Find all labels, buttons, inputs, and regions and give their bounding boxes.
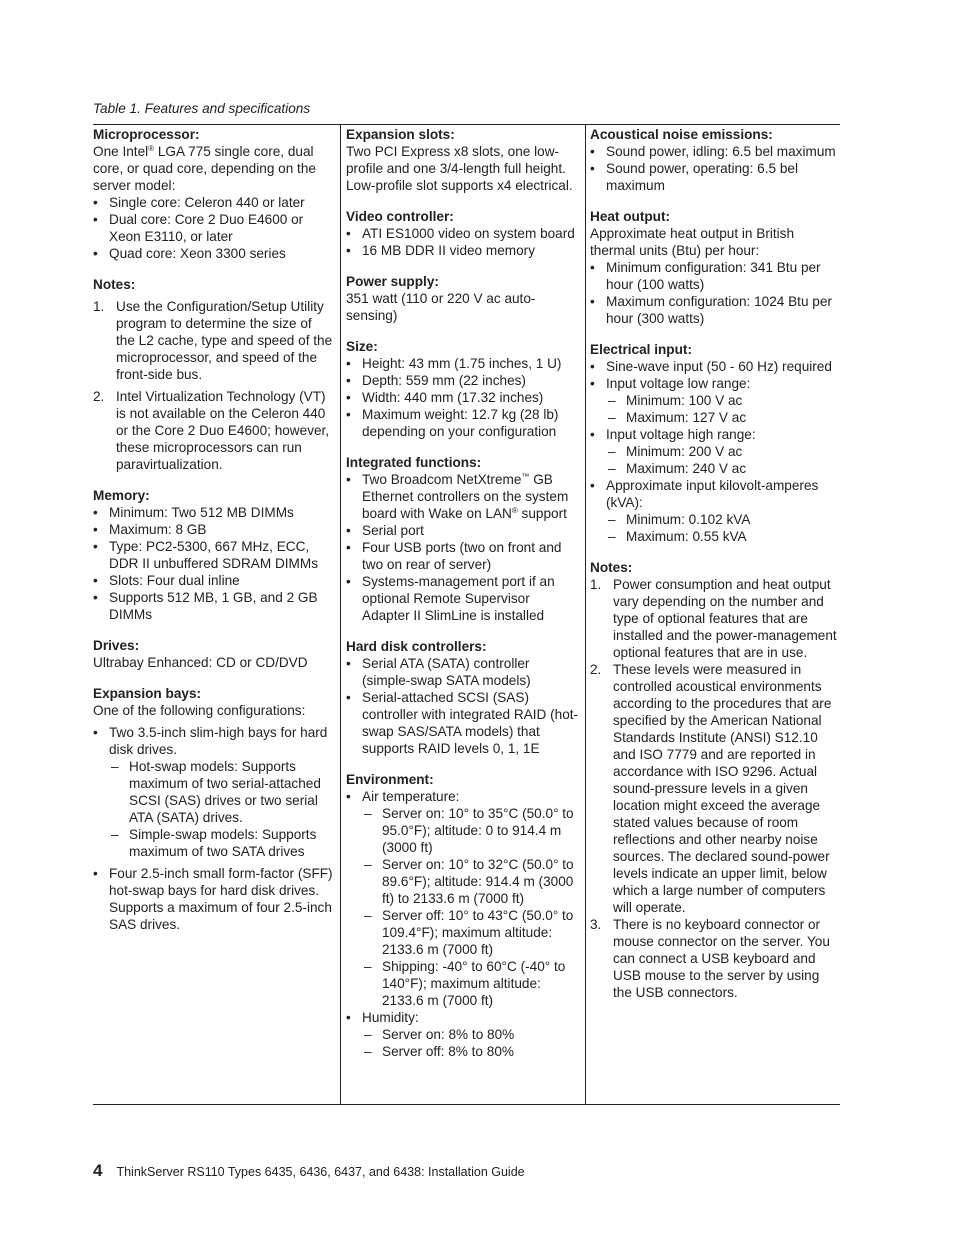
- text-span: Approximate input kilovolt-amperes (kVA):: [606, 478, 819, 510]
- list-item: • Serial port: [346, 522, 579, 539]
- list-item: • Slots: Four dual inline: [93, 572, 334, 589]
- sub-item: – Server on: 8% to 80%: [346, 1026, 579, 1043]
- notes-list: [590, 576, 840, 1001]
- notes-list: [93, 298, 334, 473]
- text-span: Air temperature:: [362, 789, 460, 804]
- sub-item: – Minimum: 0.102 kVA: [590, 511, 840, 528]
- list-item: • Maximum configuration: 1024 Btu per hour (300 watts): [590, 293, 840, 327]
- sub-item: – Maximum: 0.55 kVA: [590, 528, 840, 545]
- power-section: [346, 273, 579, 324]
- bullet-list: [346, 788, 579, 1060]
- sub-item: – Hot-swap models: Supports maximum of two serial-attached SCSI (SAS) drives or two serial ATA (SATA) drives.: [93, 758, 334, 826]
- section-heading: Notes:: [93, 277, 136, 292]
- sub-item: – Server on: 10° to 32°C (50.0° to 89.6°F); altitude: 914.4 m (3000 ft) to 2133.6 m (7000 ft): [346, 856, 579, 907]
- section-heading: Drives:: [93, 638, 140, 653]
- note-item: [590, 576, 840, 661]
- bullet-list: [346, 471, 579, 624]
- list-item: • Four 2.5-inch small form-factor (SFF) hot-swap bays for hard disk drives. Supports a maximum of four 2.5-inch SAS drives.: [93, 865, 334, 933]
- list-item: • Maximum: 8 GB: [93, 521, 334, 538]
- note-item: [93, 388, 334, 473]
- list-item: • Maximum weight: 12.7 kg (28 lb) depending on your configuration: [346, 406, 579, 440]
- list-item: [346, 471, 579, 522]
- list-item: • Supports 512 MB, 1 GB, and 2 GB DIMMs: [93, 589, 334, 623]
- note-number: 1.: [590, 577, 602, 592]
- text-span: One Intel: [93, 144, 149, 159]
- bullet-list: [93, 724, 334, 933]
- footer-title: ThinkServer RS110 Types 6435, 6436, 6437, and 6438: Installation Guide: [116, 1165, 525, 1179]
- note-text: Power consumption and heat output vary depending on the number and type of optional features that are installed and the power-management optional features that are in use.: [613, 577, 837, 660]
- section-heading: Electrical input:: [590, 342, 692, 357]
- section-heading: Video controller:: [346, 209, 454, 224]
- list-item: • Single core: Celeron 440 or later: [93, 194, 334, 211]
- page-footer: [93, 1162, 525, 1181]
- acoustical-section: [590, 126, 840, 194]
- text-span: GB Ethernet controllers on the system board with Wake on LAN: [362, 472, 569, 521]
- note-text: Use the Configuration/Setup Utility program to determine the size of the L2 cache, type and speed of the microprocessor, and speed of the front-side bus.: [116, 299, 333, 382]
- note-number: 2.: [590, 662, 602, 677]
- list-item: • 16 MB DDR II video memory: [346, 242, 579, 259]
- list-item: [346, 788, 579, 1009]
- bullet-list: [346, 225, 579, 259]
- video-section: [346, 208, 579, 259]
- environment-section: [346, 771, 579, 1060]
- bullet-list: [93, 504, 334, 623]
- notes-section: [590, 559, 840, 1001]
- text-span: Two 3.5-inch slim-high bays for hard disk drives.: [109, 725, 328, 757]
- list-item: • Sine-wave input (50 - 60 Hz) required: [590, 358, 840, 375]
- bullet-list: [346, 655, 579, 757]
- list-item: • Sound power, idling: 6.5 bel maximum: [590, 143, 840, 160]
- table-column-3: [585, 125, 840, 1104]
- microprocessor-section: [93, 126, 334, 262]
- heat-text: Approximate heat output in British thermal units (Btu) per hour:: [590, 226, 795, 258]
- list-item: • Minimum: Two 512 MB DIMMs: [93, 504, 334, 521]
- note-item: [590, 661, 840, 916]
- bullet-list: [346, 355, 579, 440]
- sub-item: – Minimum: 100 V ac: [590, 392, 840, 409]
- list-item: • Height: 43 mm (1.75 inches, 1 U): [346, 355, 579, 372]
- table-caption: Table 1. Features and specifications: [93, 101, 311, 116]
- notes-section: [93, 276, 334, 473]
- list-item: • Type: PC2-5300, 667 MHz, ECC, DDR II unbuffered SDRAM DIMMs: [93, 538, 334, 572]
- page-number: 4: [93, 1161, 103, 1180]
- list-item: • Sound power, operating: 6.5 bel maximum: [590, 160, 840, 194]
- size-section: [346, 338, 579, 440]
- note-item: [93, 298, 334, 383]
- section-heading: Acoustical noise emissions:: [590, 127, 773, 142]
- text-span: LGA 775 single core, dual core, or quad core, depending on the server model:: [93, 144, 316, 193]
- expansion-bays-section: [93, 685, 334, 933]
- section-heading: Memory:: [93, 488, 150, 503]
- section-heading: Hard disk controllers:: [346, 639, 487, 654]
- memory-section: [93, 487, 334, 623]
- text-span: support: [517, 506, 567, 521]
- bullet-list: [590, 259, 840, 327]
- drives-text: Ultrabay Enhanced: CD or CD/DVD: [93, 655, 308, 670]
- sub-item: – Server on: 10° to 35°C (50.0° to 95.0°F); altitude: 0 to 914.4 m (3000 ft): [346, 805, 579, 856]
- text-span: Input voltage high range:: [606, 427, 756, 442]
- list-item: • Width: 440 mm (17.32 inches): [346, 389, 579, 406]
- section-heading: Size:: [346, 339, 378, 354]
- sub-item: – Maximum: 240 V ac: [590, 460, 840, 477]
- features-table: [93, 124, 840, 1105]
- dash-list: [590, 392, 840, 426]
- section-heading: Integrated functions:: [346, 455, 482, 470]
- sub-item: – Shipping: -40° to 60°C (-40° to 140°F); maximum altitude: 2133.6 m (7000 ft): [346, 958, 579, 1009]
- table-column-1: [93, 125, 340, 1104]
- note-text: These levels were measured in controlled acoustical environments according to the procedures that are specified by the American National Standards Institute (ANSI) S12.10 and ISO 7779 and are reported in accordance with ISO 9296. Actual sound-pressure levels in a given location might exceed the average stated values because of room reflections and other nearby noise sources. The declared sound-power levels indicate an upper limit, below which a large number of computers will operate.: [613, 662, 832, 915]
- note-number: 2.: [93, 389, 105, 404]
- note-item: [590, 916, 840, 1001]
- text-span: Input voltage low range:: [606, 376, 751, 391]
- sub-item: – Server off: 8% to 80%: [346, 1043, 579, 1060]
- hard-disk-controllers-section: [346, 638, 579, 757]
- dash-list: [346, 805, 579, 1009]
- dash-list: [93, 758, 334, 860]
- table-column-2: [340, 125, 585, 1104]
- list-item: • Serial-attached SCSI (SAS) controller with integrated RAID (hot-swap SAS/SATA models) that supports RAID levels 0, 1, 1E: [346, 689, 579, 757]
- bays-intro: One of the following configurations:: [93, 703, 306, 718]
- list-item: • Quad core: Xeon 3300 series: [93, 245, 334, 262]
- list-item: [590, 477, 840, 545]
- drives-section: [93, 637, 334, 671]
- section-heading: Environment:: [346, 772, 434, 787]
- sub-item: – Minimum: 200 V ac: [590, 443, 840, 460]
- list-item: • Minimum configuration: 341 Btu per hour (100 watts): [590, 259, 840, 293]
- section-heading: Notes:: [590, 560, 633, 575]
- trademark-mark: ™: [521, 472, 530, 481]
- text-span: Two Broadcom NetXtreme: [362, 472, 522, 487]
- list-item: • Dual core: Core 2 Duo E4600 or Xeon E3110, or later: [93, 211, 334, 245]
- note-number: 1.: [93, 299, 105, 314]
- electrical-input-section: [590, 341, 840, 545]
- sub-item: – Maximum: 127 V ac: [590, 409, 840, 426]
- list-item: • Serial ATA (SATA) controller (simple-swap SATA models): [346, 655, 579, 689]
- list-item: • Four USB ports (two on front and two on rear of server): [346, 539, 579, 573]
- dash-list: [590, 443, 840, 477]
- microprocessor-intro: [93, 143, 334, 194]
- note-text: There is no keyboard connector or mouse connector on the server. You can connect a USB keyboard and USB mouse to the server by using the USB connectors.: [613, 917, 830, 1000]
- section-heading: Microprocessor:: [93, 127, 200, 142]
- list-item: [93, 724, 334, 860]
- sub-item: – Server off: 10° to 43°C (50.0° to 109.4°F); maximum altitude: 2133.6 m (7000 ft): [346, 907, 579, 958]
- section-heading: Heat output:: [590, 209, 671, 224]
- list-item: [590, 375, 840, 426]
- list-item: [590, 426, 840, 477]
- integrated-functions-section: [346, 454, 579, 624]
- power-text: 351 watt (110 or 220 V ac auto-sensing): [346, 291, 536, 323]
- text-span: Humidity:: [362, 1010, 419, 1025]
- list-item: • Systems-management port if an optional Remote Supervisor Adapter II SlimLine is installed: [346, 573, 579, 624]
- note-text: Intel Virtualization Technology (VT) is not available on the Celeron 440 or the Core 2 Duo E4600; however, these microprocessors can run paravirtualization.: [116, 389, 330, 472]
- sub-item: – Simple-swap models: Supports maximum of two SATA drives: [93, 826, 334, 860]
- bullet-list: [93, 194, 334, 262]
- dash-list: [346, 1026, 579, 1060]
- dash-list: [590, 511, 840, 545]
- section-heading: Power supply:: [346, 274, 439, 289]
- expansion-slots-section: [346, 126, 579, 194]
- bullet-list: [590, 358, 840, 545]
- list-item: • Depth: 559 mm (22 inches): [346, 372, 579, 389]
- slots-text: Two PCI Express x8 slots, one low-profile and one 3/4-length full height. Low-profile slot supports x4 electrical.: [346, 144, 573, 193]
- registered-mark: ®: [148, 144, 155, 153]
- registered-mark: ®: [511, 506, 518, 515]
- bullet-list: [590, 143, 840, 194]
- note-number: 3.: [590, 917, 602, 932]
- heat-output-section: [590, 208, 840, 327]
- section-heading: Expansion bays:: [93, 686, 202, 701]
- section-heading: Expansion slots:: [346, 127, 455, 142]
- list-item: • ATI ES1000 video on system board: [346, 225, 579, 242]
- list-item: [346, 1009, 579, 1060]
